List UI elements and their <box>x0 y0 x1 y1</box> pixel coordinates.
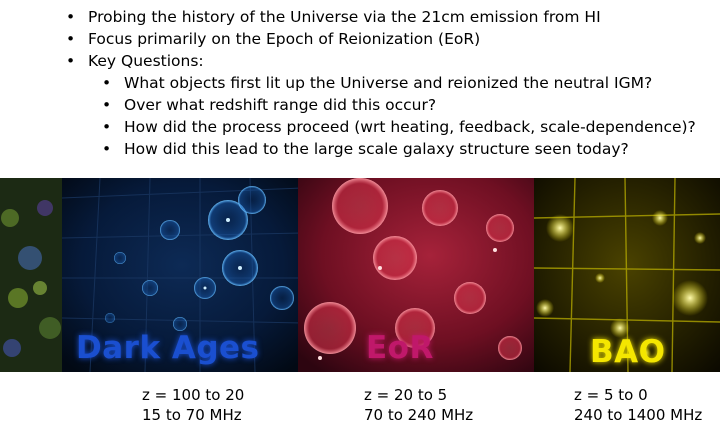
bullet-icon: • <box>66 8 76 26</box>
bullet-icon: • <box>102 118 112 136</box>
bullet-icon: • <box>66 52 76 70</box>
cosmic-history-image <box>0 178 720 372</box>
era-label-bao: BAO <box>590 334 666 370</box>
caption-redshift: z = 20 to 5 <box>364 386 448 404</box>
bullet-text: Probing the history of the Universe via the 21cm emission from HI <box>88 8 601 26</box>
caption-frequency: 15 to 70 MHz <box>142 406 242 424</box>
era-label-dark-ages: Dark Ages <box>76 330 260 366</box>
era-captions <box>0 372 720 436</box>
era-label-eor: EoR <box>366 330 434 366</box>
bullet-text: Key Questions: <box>88 52 204 70</box>
bullet-text: What objects first lit up the Universe and reionized the neutral IGM? <box>124 74 653 92</box>
bullet-icon: • <box>102 140 112 158</box>
bullet-icon: • <box>102 74 112 92</box>
caption-redshift: z = 5 to 0 <box>574 386 648 404</box>
bullet-text: How did this lead to the large scale galaxy structure seen today? <box>124 140 629 158</box>
bullet-text: Focus primarily on the Epoch of Reionization (EoR) <box>88 30 481 48</box>
caption-redshift: z = 100 to 20 <box>142 386 245 404</box>
bullet-icon: • <box>102 96 112 114</box>
bullet-text: How did the process proceed (wrt heating, feedback, scale-dependence)? <box>124 118 696 136</box>
caption-frequency: 240 to 1400 MHz <box>574 406 703 424</box>
caption-frequency: 70 to 240 MHz <box>364 406 474 424</box>
bullet-text: Over what redshift range did this occur? <box>124 96 437 114</box>
bullet-icon: • <box>66 30 76 48</box>
